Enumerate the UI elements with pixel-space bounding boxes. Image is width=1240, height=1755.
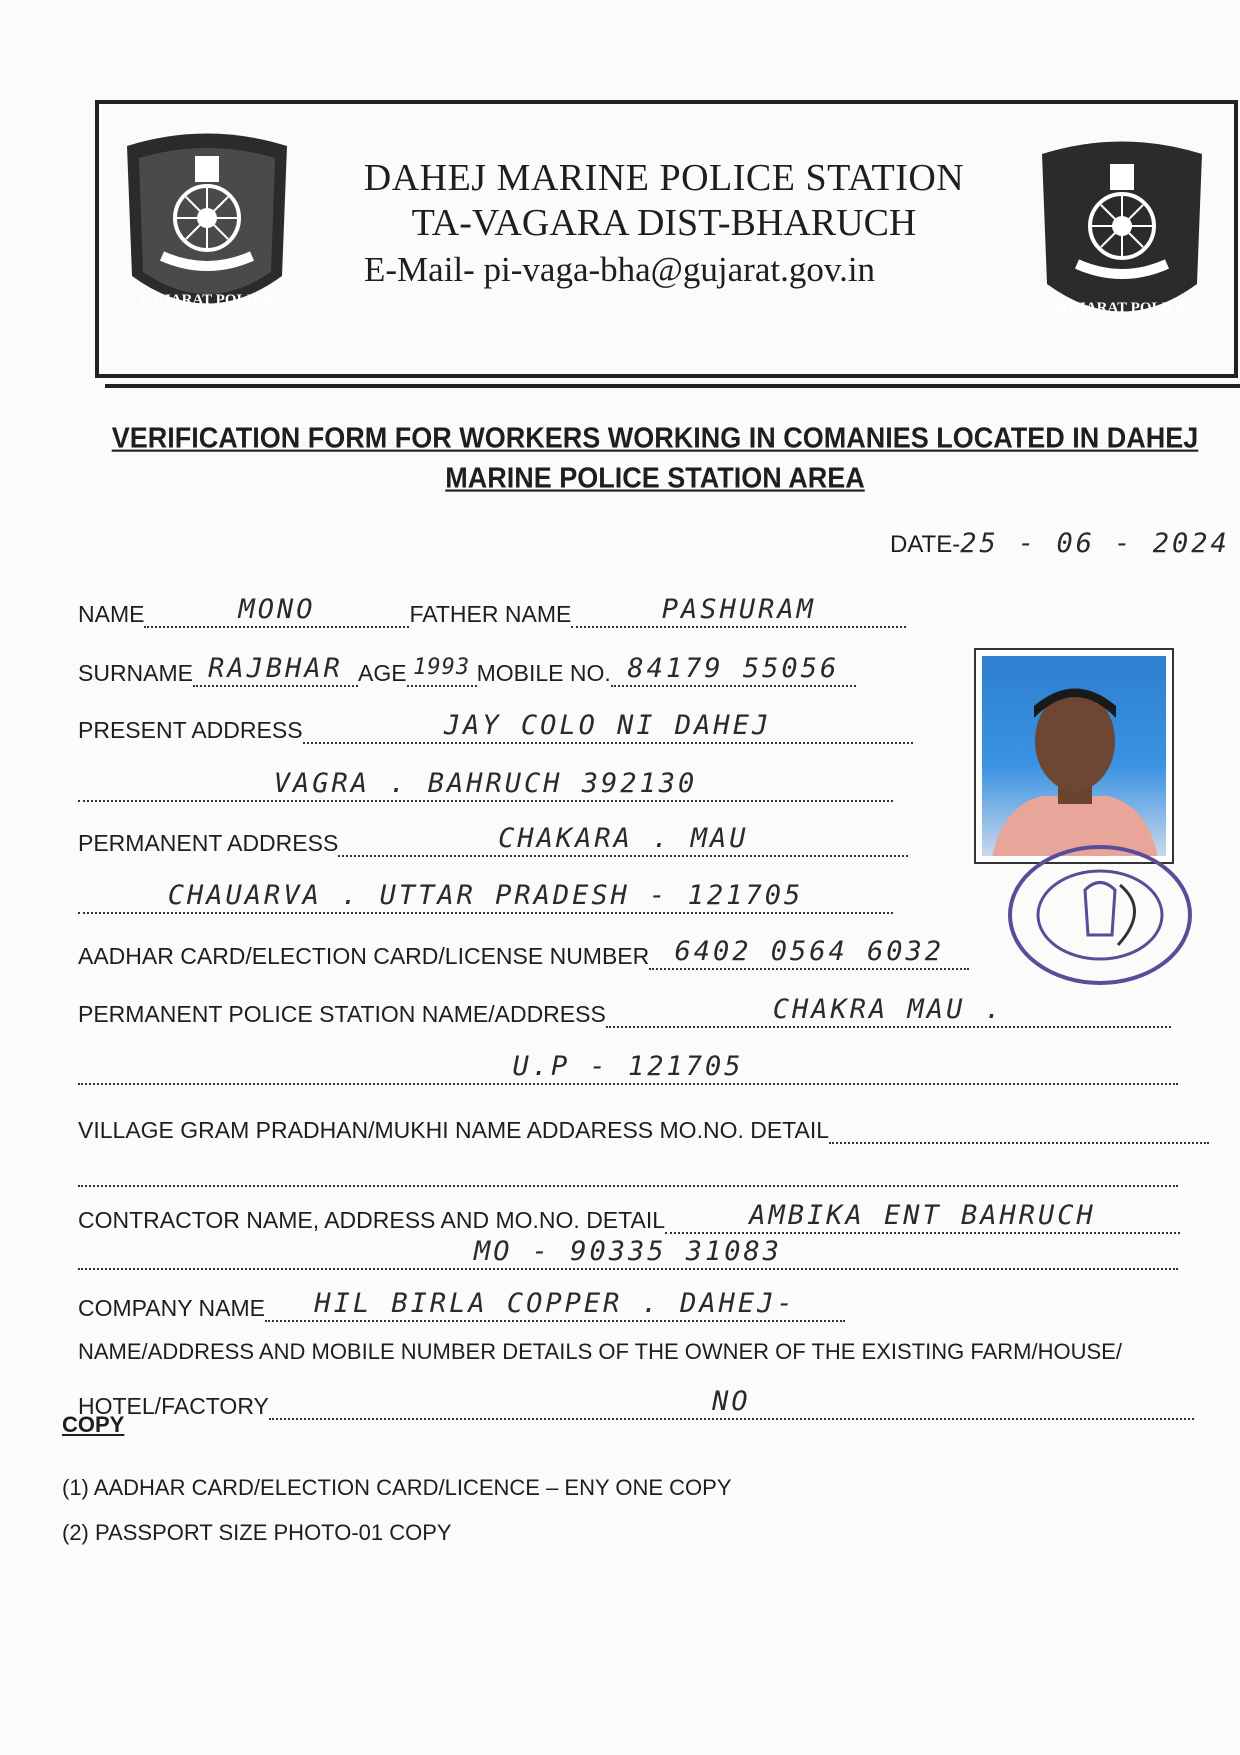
surname-field[interactable]: RAJBHAR	[193, 655, 358, 687]
permanent-address-field-1[interactable]: CHAKARA . MAU	[338, 825, 908, 857]
permanent-address-row-2	[78, 882, 1178, 922]
station-info	[354, 156, 974, 294]
present-address-row-2	[78, 770, 1178, 810]
mobile-label: MOBILE NO.	[476, 660, 611, 686]
owner-field[interactable]: NO	[269, 1388, 1194, 1420]
pradhan-field-1[interactable]	[829, 1112, 1209, 1144]
police-station-row-2	[78, 1053, 1178, 1093]
copy-item-1: (1) AADHAR CARD/ELECTION CARD/LICENCE – ENY ONE COPY	[62, 1475, 732, 1500]
svg-text:GUJARAT POLICE: GUJARAT POLICE	[140, 292, 274, 308]
father-name-field[interactable]: PASHURAM	[571, 596, 906, 628]
age-label: AGE	[358, 660, 407, 686]
date-label: DATE-	[890, 531, 961, 558]
company-row	[78, 1290, 1178, 1330]
surname-label: SURNAME	[78, 660, 194, 686]
present-address-field-1[interactable]: JAY COLO NI DAHEJ	[303, 712, 913, 744]
id-number-field[interactable]: 6402 0564 6032	[649, 938, 969, 970]
form-title	[100, 418, 1210, 498]
age-field[interactable]: 1993	[407, 655, 477, 687]
pradhan-field-2[interactable]	[78, 1155, 1178, 1187]
contractor-label: CONTRACTOR NAME, ADDRESS AND MO.NO. DETAIL	[78, 1207, 666, 1233]
company-field[interactable]: HIL BIRLA COPPER . DAHEJ-	[265, 1290, 845, 1322]
company-label: COMPANY NAME	[78, 1295, 266, 1321]
gujarat-police-badge-right	[1022, 134, 1222, 334]
id-number-label: AADHAR CARD/ELECTION CARD/LICENSE NUMBER	[78, 943, 650, 969]
mobile-field[interactable]: 84179 55056	[611, 655, 856, 687]
owner-label-2: HOTEL/FACTORY	[78, 1393, 269, 1419]
station-email: E-Mail- pi-vaga-bha@gujarat.gov.in	[364, 250, 876, 289]
pradhan-row-2	[78, 1155, 1178, 1195]
present-address-label: PRESENT ADDRESS	[78, 717, 303, 743]
police-station-field-2[interactable]: U.P - 121705	[78, 1053, 1178, 1085]
name-label: NAME	[78, 601, 145, 627]
copy-title: COPY	[62, 1412, 125, 1437]
surname-row	[78, 655, 1178, 695]
present-address-row	[78, 712, 1178, 752]
copy-item-2: (2) PASSPORT SIZE PHOTO-01 COPY	[62, 1520, 452, 1545]
contractor-field-1[interactable]: AMBIKA ENT BAHRUCH	[665, 1202, 1180, 1234]
name-row	[78, 596, 1178, 636]
contractor-row-2	[78, 1238, 1178, 1278]
pradhan-row	[78, 1112, 1178, 1152]
owner-row-2	[78, 1388, 1178, 1428]
date-value[interactable]: 25 - 06 - 2024	[960, 528, 1230, 559]
owner-row	[78, 1338, 1178, 1378]
permanent-address-field-2[interactable]: CHAUARVA . UTTAR PRADESH - 121705	[78, 882, 893, 914]
form-title-line1: VERIFICATION FORM FOR WORKERS WORKING IN COMANIES LOCATED IN DAHEJ	[111, 422, 1199, 454]
date-row	[890, 528, 1230, 559]
station-name: DAHEJ MARINE POLICE STATION	[363, 157, 965, 199]
contractor-field-2[interactable]: MO - 90335 31083	[78, 1238, 1178, 1270]
svg-text:GUJARAT POLICE: GUJARAT POLICE	[1055, 300, 1189, 316]
pradhan-label: VILLAGE GRAM PRADHAN/MUKHI NAME ADDARESS MO.NO. DETAIL	[78, 1117, 830, 1143]
permanent-address-label: PERMANENT ADDRESS	[78, 830, 339, 856]
father-name-label: FATHER NAME	[409, 601, 572, 627]
id-number-row	[78, 938, 1178, 978]
station-district: TA-VAGARA DIST-BHARUCH	[411, 202, 917, 244]
gujarat-police-badge-left	[107, 126, 307, 326]
present-address-field-2[interactable]: VAGRA . BAHRUCH 392130	[78, 770, 893, 802]
owner-label-1: NAME/ADDRESS AND MOBILE NUMBER DETAILS OF THE OWNER OF THE EXISTING FARM/HOUSE/	[78, 1339, 1122, 1364]
police-station-row	[78, 996, 1178, 1036]
police-station-field-1[interactable]: CHAKRA MAU .	[606, 996, 1171, 1028]
name-field[interactable]: MONO	[144, 596, 409, 628]
letterhead	[95, 100, 1238, 378]
police-station-label: PERMANENT POLICE STATION NAME/ADDRESS	[78, 1001, 606, 1027]
permanent-address-row	[78, 825, 1178, 865]
form-title-line2: MARINE POLICE STATION AREA	[445, 462, 865, 494]
